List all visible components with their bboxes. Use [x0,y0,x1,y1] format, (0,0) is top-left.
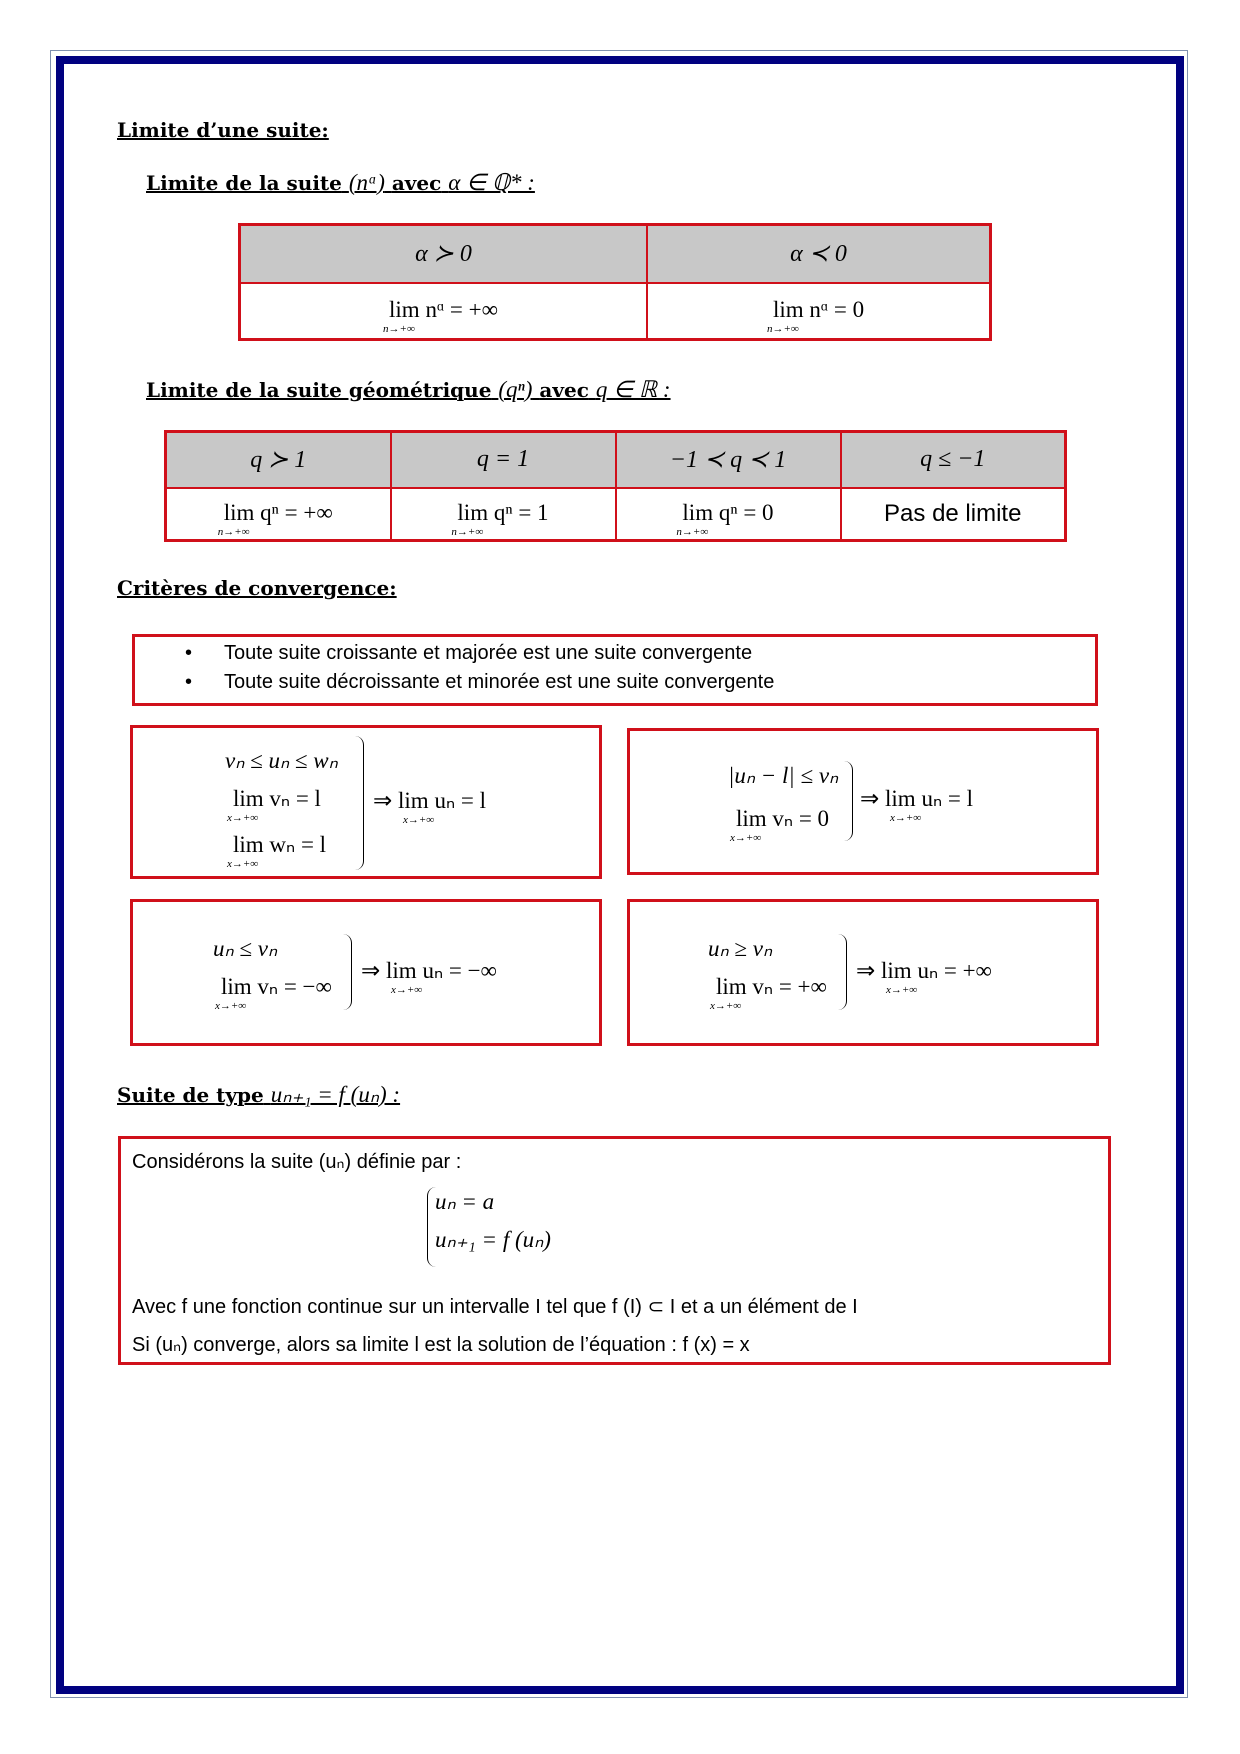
avec: avec [391,171,442,195]
section-title-limite: Limite d’une suite: [117,118,329,142]
u: n→+∞ [383,323,415,336]
line: uₙ ≥ vₙ [708,936,773,961]
criterion-box-abs [627,728,1099,875]
formula: uₙ₊₁ = f (uₙ) : [270,1082,401,1107]
conclusion: ⇒ lim uₙ = l [373,788,486,813]
header-cell: α ≺ 0 [647,225,990,283]
section-title-suite-recurrente [117,1082,400,1108]
header-cell: −1 ≺ q ≺ 1 [616,432,841,488]
u: x→+∞ [391,984,423,996]
seq: (qⁿ) [498,377,533,402]
subtitle-suite-geometrique [146,377,671,403]
u: n→+∞ [766,323,799,336]
v: lim nᵅ = 0 [772,297,865,323]
v: lim nᵅ = +∞ [389,297,499,323]
line: lim vₙ = l [233,786,321,811]
u: n→+∞ [451,526,484,539]
v: lim qⁿ = 0 [682,500,774,526]
label: Limite de la suite [146,171,342,195]
bullet-text: Toute suite décroissante et minorée est une suite convergente [224,671,775,693]
u: x→+∞ [886,984,918,996]
header-cell: α ≻ 0 [240,225,648,283]
u: x→+∞ [730,832,762,844]
header-cell: q ≻ 1 [166,432,391,488]
bullet-box [132,634,1098,706]
text-line: Avec f une fonction continue sur un intervalle I tel que f (I) ⊂ I et a un élément de I [132,1296,858,1318]
u: x→+∞ [710,1000,742,1012]
line: lim wₙ = l [233,832,327,857]
cond: α ∈ ℚ* : [448,170,535,195]
label: Suite de type [117,1083,264,1107]
line: lim vₙ = −∞ [221,974,332,999]
value-cell [647,283,990,340]
u: x→+∞ [215,1000,247,1012]
bullet-text: Toute suite croissante et majorée est une suite convergente [224,642,753,664]
line: vₙ ≤ uₙ ≤ wₙ [225,748,338,773]
criterion-box-plus-inf [627,899,1099,1046]
line: uₙ ≤ vₙ [213,936,278,961]
recurrence-box [118,1136,1111,1365]
u: x→+∞ [403,814,435,826]
u: x→+∞ [227,858,259,870]
brace [844,761,853,841]
table-puissance [238,223,992,341]
conclusion: ⇒ lim uₙ = −∞ [361,958,497,983]
value-cell [391,488,616,541]
intro-text: Considérons la suite (uₙ) définie par : [132,1151,462,1173]
brace [343,934,352,1010]
conclusion: ⇒ lim uₙ = +∞ [856,958,992,983]
v: lim qⁿ = 1 [457,500,549,526]
brace [838,934,847,1010]
label: Limite de la suite géométrique [146,378,492,402]
brace [355,736,364,870]
avec: avec [539,378,589,402]
header-cell: q ≤ −1 [841,432,1066,488]
u: x→+∞ [890,812,922,824]
u: x→+∞ [227,812,259,824]
v: lim qⁿ = +∞ [223,500,333,526]
seq: (nᵅ) [348,170,385,195]
value-cell [616,488,841,541]
bullet-item: • Toute suite croissante et majorée est une suite convergente [185,642,753,664]
value-cell [166,488,391,541]
u: n→+∞ [676,526,709,539]
line: |uₙ − l| ≤ vₙ [728,763,839,788]
line: lim vₙ = +∞ [716,974,827,999]
bullet-item: • Toute suite décroissante et minorée est une suite convergente [185,671,775,693]
text-line: Si (uₙ) converge, alors sa limite l est la solution de l’équation : f (x) = x [132,1334,750,1356]
table-geometrique [164,430,1067,542]
criterion-box-gendarmes [130,725,602,879]
conclusion: ⇒ lim uₙ = l [860,786,973,811]
system-line: uₙ = a [435,1189,495,1214]
u: n→+∞ [217,526,250,539]
subtitle-suite-puissance [146,170,535,196]
header-cell: q = 1 [391,432,616,488]
line: lim vₙ = 0 [736,806,830,831]
system-line: uₙ₊₁ = f (uₙ) [435,1227,551,1252]
value-cell [240,283,648,340]
value-cell: Pas de limite [841,488,1066,541]
criterion-box-minus-inf [130,899,602,1046]
cond: q ∈ ℝ : [595,377,671,402]
section-title-criteres: Critères de convergence: [117,576,397,600]
